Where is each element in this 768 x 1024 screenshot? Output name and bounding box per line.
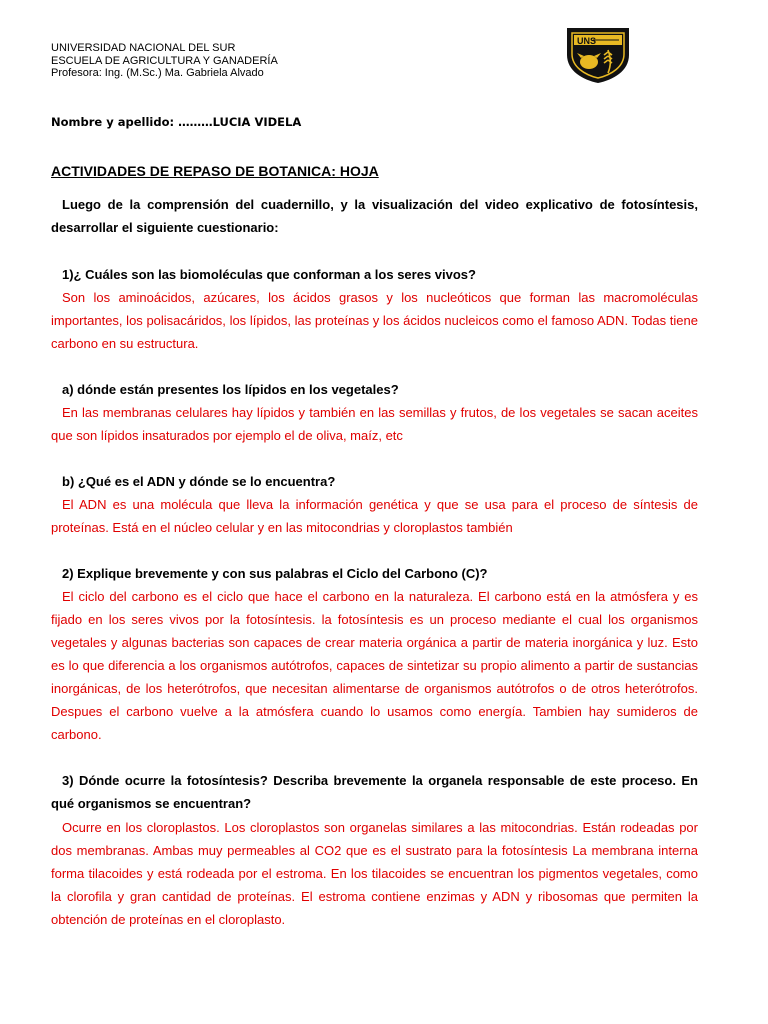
- question-1b: b) ¿Qué es el ADN y dónde se lo encuentra?: [62, 474, 336, 489]
- answer-3: Ocurre en los cloroplastos. Los cloroplastos son organelas similares a las mitocondrias. Están rodeadas por dos membranas. Ambas muy permeables al CO2 que es el sustrato para la fotosíntesis La membrana interna forma tilacoides y está rodeada por el estroma. En los tilacoides se encuentran los pigmentos vegetales, como la clorofila y gran cantidad de proteínas. El estroma contiene enzimas y ADN y ribosomas que permiten la obtención de proteínas en el cloroplasto.: [51, 820, 698, 927]
- professor-name: Profesora: Ing. (M.Sc.) Ma. Gabriela Alvado: [51, 67, 264, 79]
- intro-paragraph: Luego de la comprensión del cuadernillo, y la visualización del video explicativo de fotosíntesis, desarrollar el siguiente cuestionario:: [51, 197, 698, 235]
- document-header: [51, 42, 278, 80]
- answer-1a: En las membranas celulares hay lípidos y también en las semillas y frutos, de los vegetales se sacan aceites que son lípidos insaturados por ejemplo el de oliva, maíz, etc: [51, 405, 698, 443]
- uns-school-crest-icon: [563, 25, 633, 85]
- university-name: UNIVERSIDAD NACIONAL DEL SUR: [51, 42, 236, 54]
- answer-2: El ciclo del carbono es el ciclo que hace el carbono en la naturaleza. El carbono está en la atmósfera y es fijado en los seres vivos por la fotosíntesis. la fotosíntesis es un proceso mediante el cual los organismos vegetales y algunas bacterias son capaces de crear materia orgánica a partir de materia inorgánica y luz. Esto es lo que diferencia a los organismos autótrofos, capaces de sintetizar su propio alimento a partir de sustancias inorgánicas, de los heterótrofos, que necesitan alimentarse de organismos autótrofos o de otros heterótrofos. Despues el carbono vuelve a la atmósfera cuando lo usamos como energía. Tambien hay sumideros de carbono.: [51, 589, 698, 742]
- answer-1: Son los aminoácidos, azúcares, los ácidos grasos y los nucleóticos que forman las macromoléculas importantes, los polisacáridos, los lípidos, las proteínas y los ácidos nucleicos como el famoso ADN. Todas tiene carbono en su estructura.: [51, 290, 698, 351]
- answer-1b: El ADN es una molécula que lleva la información genética y que se usa para el proceso de síntesis de proteínas. Está en el núcleo celular y en las mitocondrias y cloroplastos también: [51, 497, 698, 535]
- school-name: ESCUELA DE AGRICULTURA Y GANADERÍA: [51, 54, 278, 67]
- question-3: 3) Dónde ocurre la fotosíntesis? Describa brevemente la organela responsable de este proceso. En qué organismos se encuentran?: [51, 773, 698, 811]
- page-title: ACTIVIDADES DE REPASO DE BOTANICA: HOJA: [51, 163, 379, 179]
- question-2: 2) Explique brevemente y con sus palabras el Ciclo del Carbono (C)?: [62, 566, 488, 581]
- question-1a: a) dónde están presentes los lípidos en los vegetales?: [62, 382, 399, 397]
- logo-text: UNS: [577, 36, 597, 46]
- student-name-line: Nombre y apellido: ………LUCIA VIDELA: [51, 115, 302, 129]
- question-1: 1)¿ Cuáles son las biomoléculas que conforman a los seres vivos?: [62, 267, 476, 282]
